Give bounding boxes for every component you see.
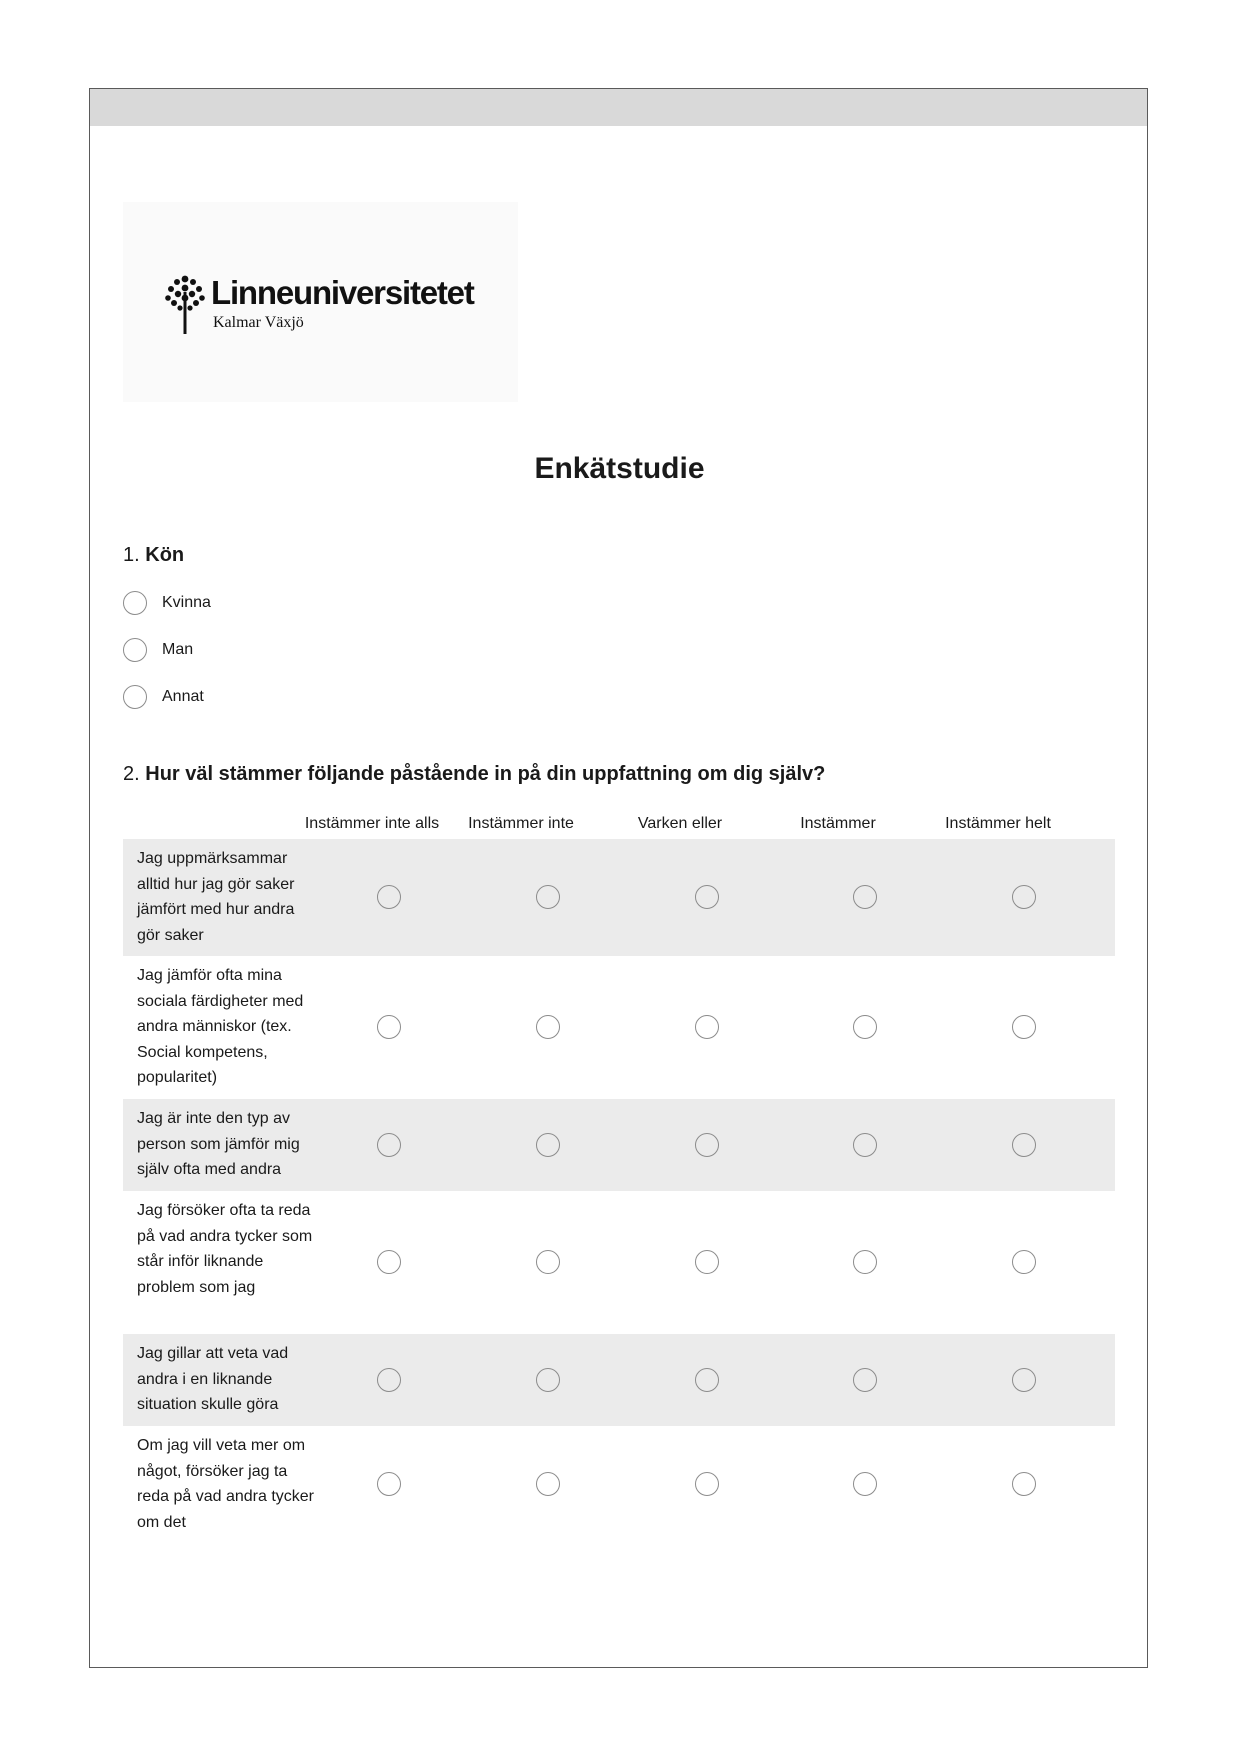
radio-instammer[interactable] [853, 1133, 877, 1157]
radio-varken-eller[interactable] [695, 1368, 719, 1392]
row-statement: Jag gillar att veta vad andra i en liknande situation skulle göra [137, 1345, 289, 1413]
scale-header-1: Instämmer inte alls [304, 815, 440, 832]
radio-instammer-helt[interactable] [1012, 885, 1036, 909]
radio-instammer-inte-alls[interactable] [377, 1472, 401, 1496]
logo [123, 202, 518, 402]
radio-instammer[interactable] [853, 1250, 877, 1274]
row-statement: Jag är inte den typ av person som jämför mig själv ofta med andra [137, 1110, 300, 1178]
radio-instammer-inte[interactable] [536, 1015, 560, 1039]
radio-kvinna[interactable] [123, 591, 147, 615]
top-bar [90, 89, 1147, 126]
radio-varken-eller[interactable] [695, 1015, 719, 1039]
logo-subtitle: Kalmar Växjö [213, 314, 304, 331]
matrix-row [123, 1191, 1115, 1334]
option-label: Kvinna [162, 594, 211, 611]
radio-instammer-inte-alls[interactable] [377, 885, 401, 909]
matrix-row [123, 1426, 1115, 1544]
logo-name: Linneuniversitetet [211, 274, 474, 311]
radio-instammer[interactable] [853, 1368, 877, 1392]
option-kvinna[interactable] [123, 590, 211, 616]
question-2-text: Hur väl stämmer följande påstående in på din uppfattning om dig själv? [145, 763, 826, 785]
matrix-row [123, 1099, 1115, 1191]
radio-instammer-inte-alls[interactable] [377, 1368, 401, 1392]
row-statement: Om jag vill veta mer om något, försöker jag ta reda på vad andra tycker om det [137, 1437, 314, 1531]
radio-varken-eller[interactable] [695, 1133, 719, 1157]
radio-instammer[interactable] [853, 1472, 877, 1496]
radio-instammer-inte[interactable] [536, 1368, 560, 1392]
radio-instammer-inte-alls[interactable] [377, 1133, 401, 1157]
question-1-title [123, 545, 184, 565]
matrix-row [123, 839, 1115, 956]
radio-instammer-helt[interactable] [1012, 1133, 1036, 1157]
radio-annat[interactable] [123, 685, 147, 709]
option-annat[interactable] [123, 684, 204, 710]
radio-instammer-helt[interactable] [1012, 1472, 1036, 1496]
radio-varken-eller[interactable] [695, 885, 719, 909]
option-label: Man [162, 641, 194, 658]
row-statement: Jag uppmärksammar alltid hur jag gör saker jämfört med hur andra gör saker [137, 850, 295, 944]
radio-instammer-inte-alls[interactable] [377, 1250, 401, 1274]
radio-instammer-inte[interactable] [536, 1250, 560, 1274]
survey-page [89, 88, 1148, 1668]
radio-instammer-helt[interactable] [1012, 1015, 1036, 1039]
radio-instammer-inte-alls[interactable] [377, 1015, 401, 1039]
radio-instammer-helt[interactable] [1012, 1250, 1036, 1274]
option-label: Annat [162, 688, 204, 705]
matrix-row [123, 1334, 1115, 1426]
radio-instammer[interactable] [853, 1015, 877, 1039]
row-statement: Jag försöker ofta ta reda på vad andra tycker som står inför liknande problem som jag [137, 1202, 313, 1296]
matrix-row [123, 956, 1115, 1099]
radio-instammer-helt[interactable] [1012, 1368, 1036, 1392]
radio-instammer[interactable] [853, 885, 877, 909]
radio-varken-eller[interactable] [695, 1472, 719, 1496]
question-2-number: 2. [123, 763, 140, 785]
radio-instammer-inte[interactable] [536, 1472, 560, 1496]
page-title: Enkätstudie [534, 452, 705, 485]
radio-instammer-inte[interactable] [536, 1133, 560, 1157]
radio-instammer-inte[interactable] [536, 885, 560, 909]
radio-man[interactable] [123, 638, 147, 662]
question-1-number: 1. [123, 544, 140, 566]
radio-varken-eller[interactable] [695, 1250, 719, 1274]
scale-header-3: Varken eller [637, 815, 723, 832]
question-1-text: Kön [145, 544, 185, 566]
row-statement: Jag jämför ofta mina sociala färdigheter med andra människor (tex. Social kompetens, popularitet) [137, 967, 304, 1086]
question-2-title [123, 764, 825, 784]
scale-header-4: Instämmer [800, 815, 876, 832]
option-man[interactable] [123, 637, 193, 663]
scale-header-2: Instämmer inte [468, 815, 574, 832]
tree-logo-icon [163, 274, 207, 334]
scale-header-5: Instämmer helt [945, 815, 1051, 832]
